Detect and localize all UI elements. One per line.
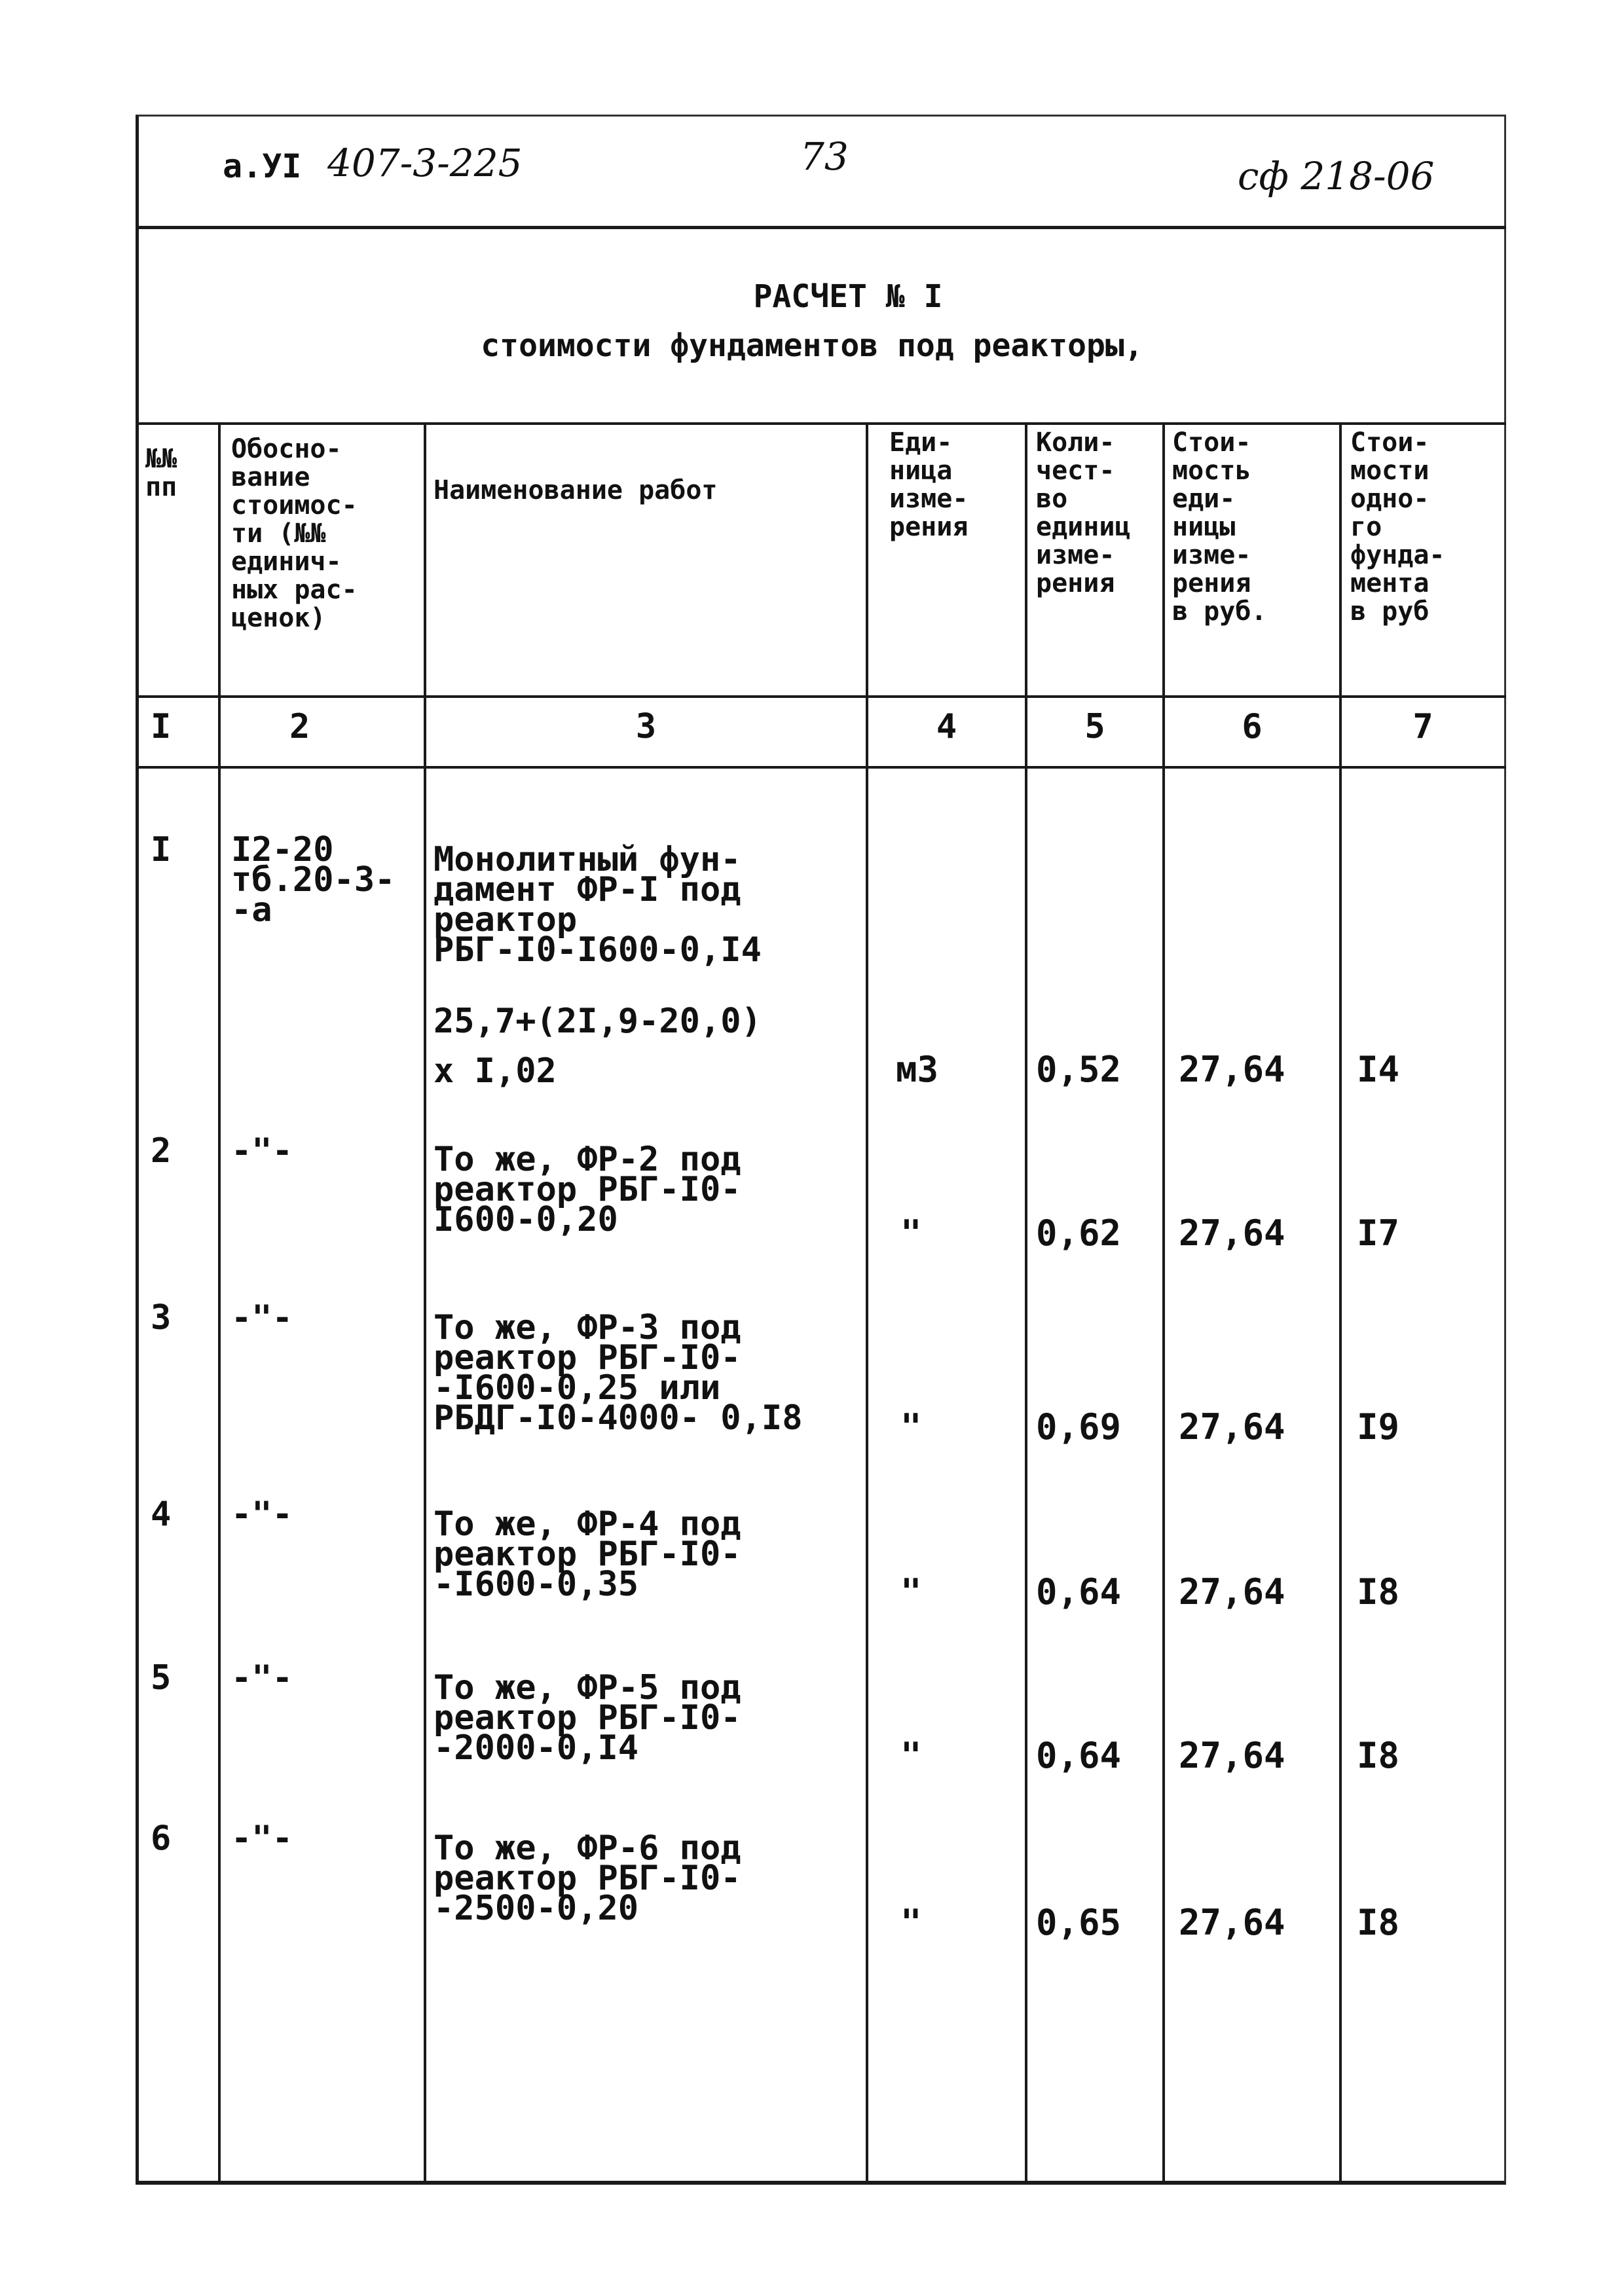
row-2-total: I7 [1357, 1212, 1400, 1254]
row-1-number: I [151, 830, 172, 869]
colnum-bottom-border [136, 766, 1506, 769]
row-4-unit: " [900, 1571, 922, 1613]
calc-subtitle: стоимости фундаментов под реакторы, [481, 327, 1143, 364]
col-header-2: Обосно- вание стоимос- ти (№№ единич- ных рас- ценок) [231, 434, 358, 633]
col-divider-4 [1025, 422, 1027, 2185]
row-4-qty: 0,64 [1036, 1571, 1122, 1613]
col-num-6: 6 [1242, 707, 1263, 746]
row-1-formula: 25,7+(2I,9-20,0) х I,02 [434, 1002, 762, 1091]
row-5-unit: " [900, 1735, 922, 1776]
row-4-total: I8 [1357, 1571, 1400, 1613]
row-5-qty: 0,64 [1036, 1735, 1122, 1776]
row-1-work: Монолитный фун- дамент ФР-I под реактор РБГ-I0-I600-0,I4 [434, 840, 762, 970]
col-header-6: Стои- мость еди- ницы изме- рения в руб. [1172, 428, 1267, 627]
row-6-unit: " [900, 1902, 922, 1943]
row-5-basis: -"- [231, 1658, 293, 1698]
row-6-basis: -"- [231, 1819, 293, 1858]
row-4-price: 27,64 [1179, 1571, 1285, 1613]
header-bottom-border [136, 695, 1506, 698]
row-5-work: То же, ФР-5 под реактор РБГ-I0- -2000-0,I4 [434, 1668, 741, 1768]
col-header-7: Стои- мости одно- го фунда- мента в руб [1350, 428, 1445, 627]
col-num-7: 7 [1412, 707, 1433, 746]
row-6-number: 6 [151, 1819, 172, 1858]
row-4-number: 4 [151, 1495, 172, 1534]
row-3-qty: 0,69 [1036, 1406, 1122, 1448]
page-number: 73 [800, 134, 849, 179]
row-5-number: 5 [151, 1658, 172, 1698]
row-3-price: 27,64 [1179, 1406, 1285, 1448]
row-2-unit: " [900, 1212, 922, 1254]
stamp-code: сф 218-06 [1238, 154, 1435, 198]
page-frame [136, 115, 1506, 2185]
col-num-4: 4 [936, 707, 957, 746]
table-top-border [136, 422, 1506, 425]
col-num-5: 5 [1084, 707, 1105, 746]
row-1-qty: 0,52 [1036, 1049, 1122, 1090]
row-2-number: 2 [151, 1131, 172, 1171]
col-header-3: Наименование работ [434, 475, 718, 505]
row-5-price: 27,64 [1179, 1735, 1285, 1776]
col-header-5: Коли- чест- во единиц изме- рения [1036, 428, 1131, 598]
header-divider [136, 226, 1506, 229]
row-6-work: То же, ФР-6 под реактор РБГ-I0- -2500-0,20 [434, 1829, 741, 1928]
col-divider-5 [1162, 422, 1165, 2185]
row-5-total: I8 [1357, 1735, 1400, 1776]
col-header-4: Еди- ница изме- рения [889, 428, 969, 542]
row-3-total: I9 [1357, 1406, 1400, 1448]
row-1-price: 27,64 [1179, 1049, 1285, 1090]
row-3-unit: " [900, 1406, 922, 1448]
row-4-work: То же, ФР-4 под реактор РБГ-I0- -I600-0,35 [434, 1504, 741, 1604]
row-1-unit: м3 [896, 1049, 939, 1090]
row-3-basis: -"- [231, 1298, 293, 1338]
row-6-qty: 0,65 [1036, 1902, 1122, 1943]
col-num-3: 3 [635, 707, 657, 746]
col-num-1: I [151, 707, 172, 746]
row-4-basis: -"- [231, 1495, 293, 1534]
row-3-number: 3 [151, 1298, 172, 1338]
col-num-2: 2 [289, 707, 310, 746]
row-6-total: I8 [1357, 1902, 1400, 1943]
document-number: 407-3-225 [327, 141, 523, 185]
row-6-price: 27,64 [1179, 1902, 1285, 1943]
row-1-total: I4 [1357, 1049, 1400, 1090]
row-1-basis: I2-20 тб.20-3- -а [231, 830, 396, 930]
row-2-work: То же, ФР-2 под реактор РБГ-I0- I600-0,20 [434, 1140, 741, 1239]
row-2-basis: -"- [231, 1131, 293, 1171]
col-divider-6 [1339, 422, 1342, 2185]
sheet-label: а.УI [223, 147, 302, 185]
calc-title: РАСЧЕТ № I [753, 278, 943, 315]
col-header-1: №№ пп [145, 444, 177, 502]
col-divider-2 [424, 422, 426, 2185]
col-divider-1 [218, 422, 221, 2185]
col-divider-3 [866, 422, 868, 2185]
row-2-qty: 0,62 [1036, 1212, 1122, 1254]
row-3-work: То же, ФР-3 под реактор РБГ-I0- -I600-0,25 или РБДГ-I0-4000- 0,I8 [434, 1308, 803, 1438]
row-2-price: 27,64 [1179, 1212, 1285, 1254]
